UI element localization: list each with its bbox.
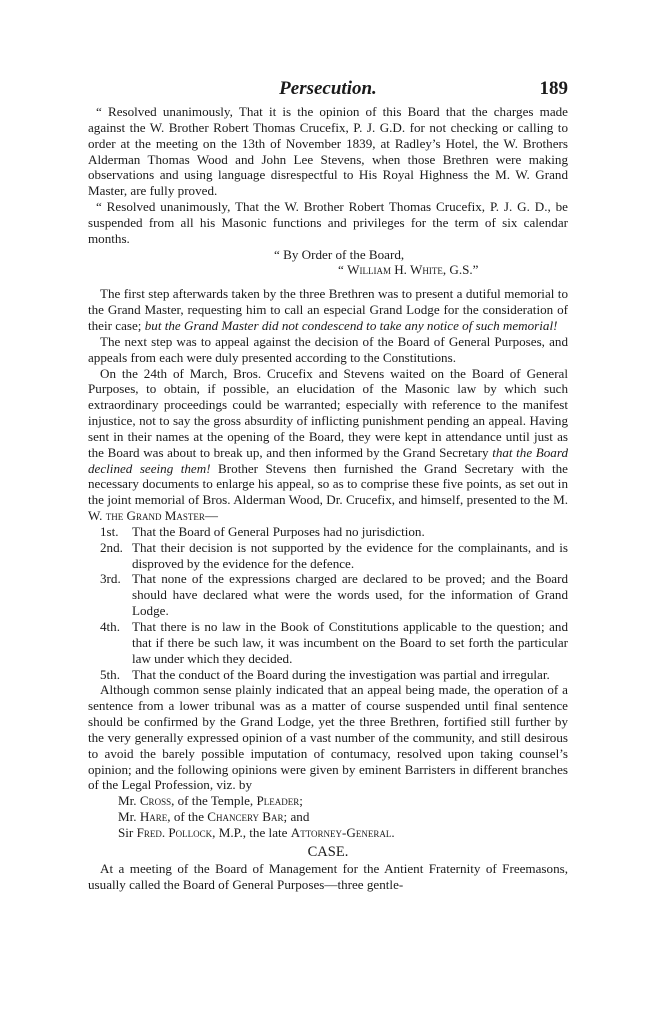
- running-title: Persecution.: [279, 78, 377, 99]
- case-heading: CASE.: [307, 843, 349, 860]
- list-item: 3rd. That none of the expressions charged are declared to be proved; and the Board should have declared what were the words used, for the information of Grand Lodge.: [100, 571, 568, 619]
- opinions-list: [88, 793, 568, 841]
- list-item: Sir Fred. Pollock, M.P., the late Attorney-General.: [118, 824, 395, 840]
- paragraph-common-sense: Although common sense plainly indicated that an appeal being made, the operation of a sentence from a lower tribunal was as a matter of course suspended until final sentence should be confirmed by the Grand Lodge, yet the three Brethren, fortified still further by the very generally expressed opinion of a vast number of the community, and still desirous to avoid the barely possible imputation of contumacy, resolved upon taking counsel’s opinion; and the following opinions were given by eminent Barristers in different branches of the Legal Profession, viz. by: [88, 682, 568, 793]
- list-item: 5th. That the conduct of the Board during the investigation was partial and irregular.: [100, 666, 550, 682]
- list-item: 2nd. That their decision is not supported by the evidence for the complainants, and is disproved by the evidence for the defence.: [100, 539, 568, 571]
- list-item: Mr. Hare, of the Chancery Bar; and: [118, 809, 310, 825]
- running-header: [88, 78, 568, 104]
- paragraph-case: At a meeting of the Board of Management for the Antient Fraternity of Freemasons, usually called the Board of General Purposes—three gentle-: [88, 860, 568, 892]
- list-item: 4th. That there is no law in the Book of Constitutions applicable to the question; and that if there be such law, it was incumbent on the Board to set forth the particular law under which they decided.: [100, 619, 568, 666]
- resolution-2: “ Resolved unanimously, That the W. Brother Robert Thomas Crucefix, P. J. G. D., be suspended from all his Masonic functions and privileges for the term of six calendar months.: [88, 199, 568, 246]
- memorial-emphasis: but the Grand Master did not condescend to take any notice of such memorial!: [144, 317, 558, 333]
- signature-name: William H. White, G.S.”: [347, 262, 479, 278]
- book-page: [88, 78, 568, 893]
- list-item: 1st. That the Board of General Purposes had no jurisdiction.: [100, 523, 425, 539]
- paragraph-march: On the 24th of March, Bros. Crucefix and Stevens waited on the Board of General Purposes, to obtain, if possible, an elucidation of the Masonic law by which such extraordinary proceedings could be warranted; especially with reference to the manifest injustice, not to say the gross absurdity of inflicting punishment pending an appeal. Having sent in their names at the opening of the Board, they were kept in attendance until just as the Board was about to break up, and then informed by the Grand Secretary that the Board declined seeing them! Brother Stevens then furnished the Grand Secretary with the necessary documents to enlarge his appeal, so as to comprise these five points, as set out in the joint memorial of Bros. Alderman Wood, Dr. Crucefix, and himself, presented to the M. W. the Grand Master—: [88, 365, 569, 524]
- signature-line-2: “ William H. White, G.S.”: [338, 262, 479, 278]
- list-item: Mr. Cross, of the Temple, Pleader;: [118, 793, 303, 809]
- page-number: 189: [539, 78, 568, 99]
- paragraph-memorial: The first step afterwards taken by the three Brethren was to present a dutiful memorial to the Grand Master, requesting him to call an especial Grand Lodge for the consideration of their case; but the Grand Master did not condescend to take any notice of such memorial!: [88, 286, 568, 333]
- paragraph-appeal: The next step was to appeal against the decision of the Board of General Purposes, and appeals from each were duly presented according to the Constitutions.: [88, 333, 568, 365]
- signature-line-1: “ By Order of the Board,: [274, 246, 405, 262]
- declined-emphasis: that the Board declined seeing them!: [88, 444, 569, 476]
- resolution-1: “ Resolved unanimously, That it is the opinion of this Board that the charges made against the W. Brother Robert Thomas Crucefix, P. J. G.D. for not checking or calling to order at the meeting on the 13th of November 1839, at Radley’s Hotel, the W. Brothers Alderman Thomas Wood and John Lee Stevens, when those Brethren were making observations and using language disrespectful to His Royal Highness the M. W. Grand Master, are fully proved.: [88, 104, 568, 199]
- points-list: [88, 524, 568, 682]
